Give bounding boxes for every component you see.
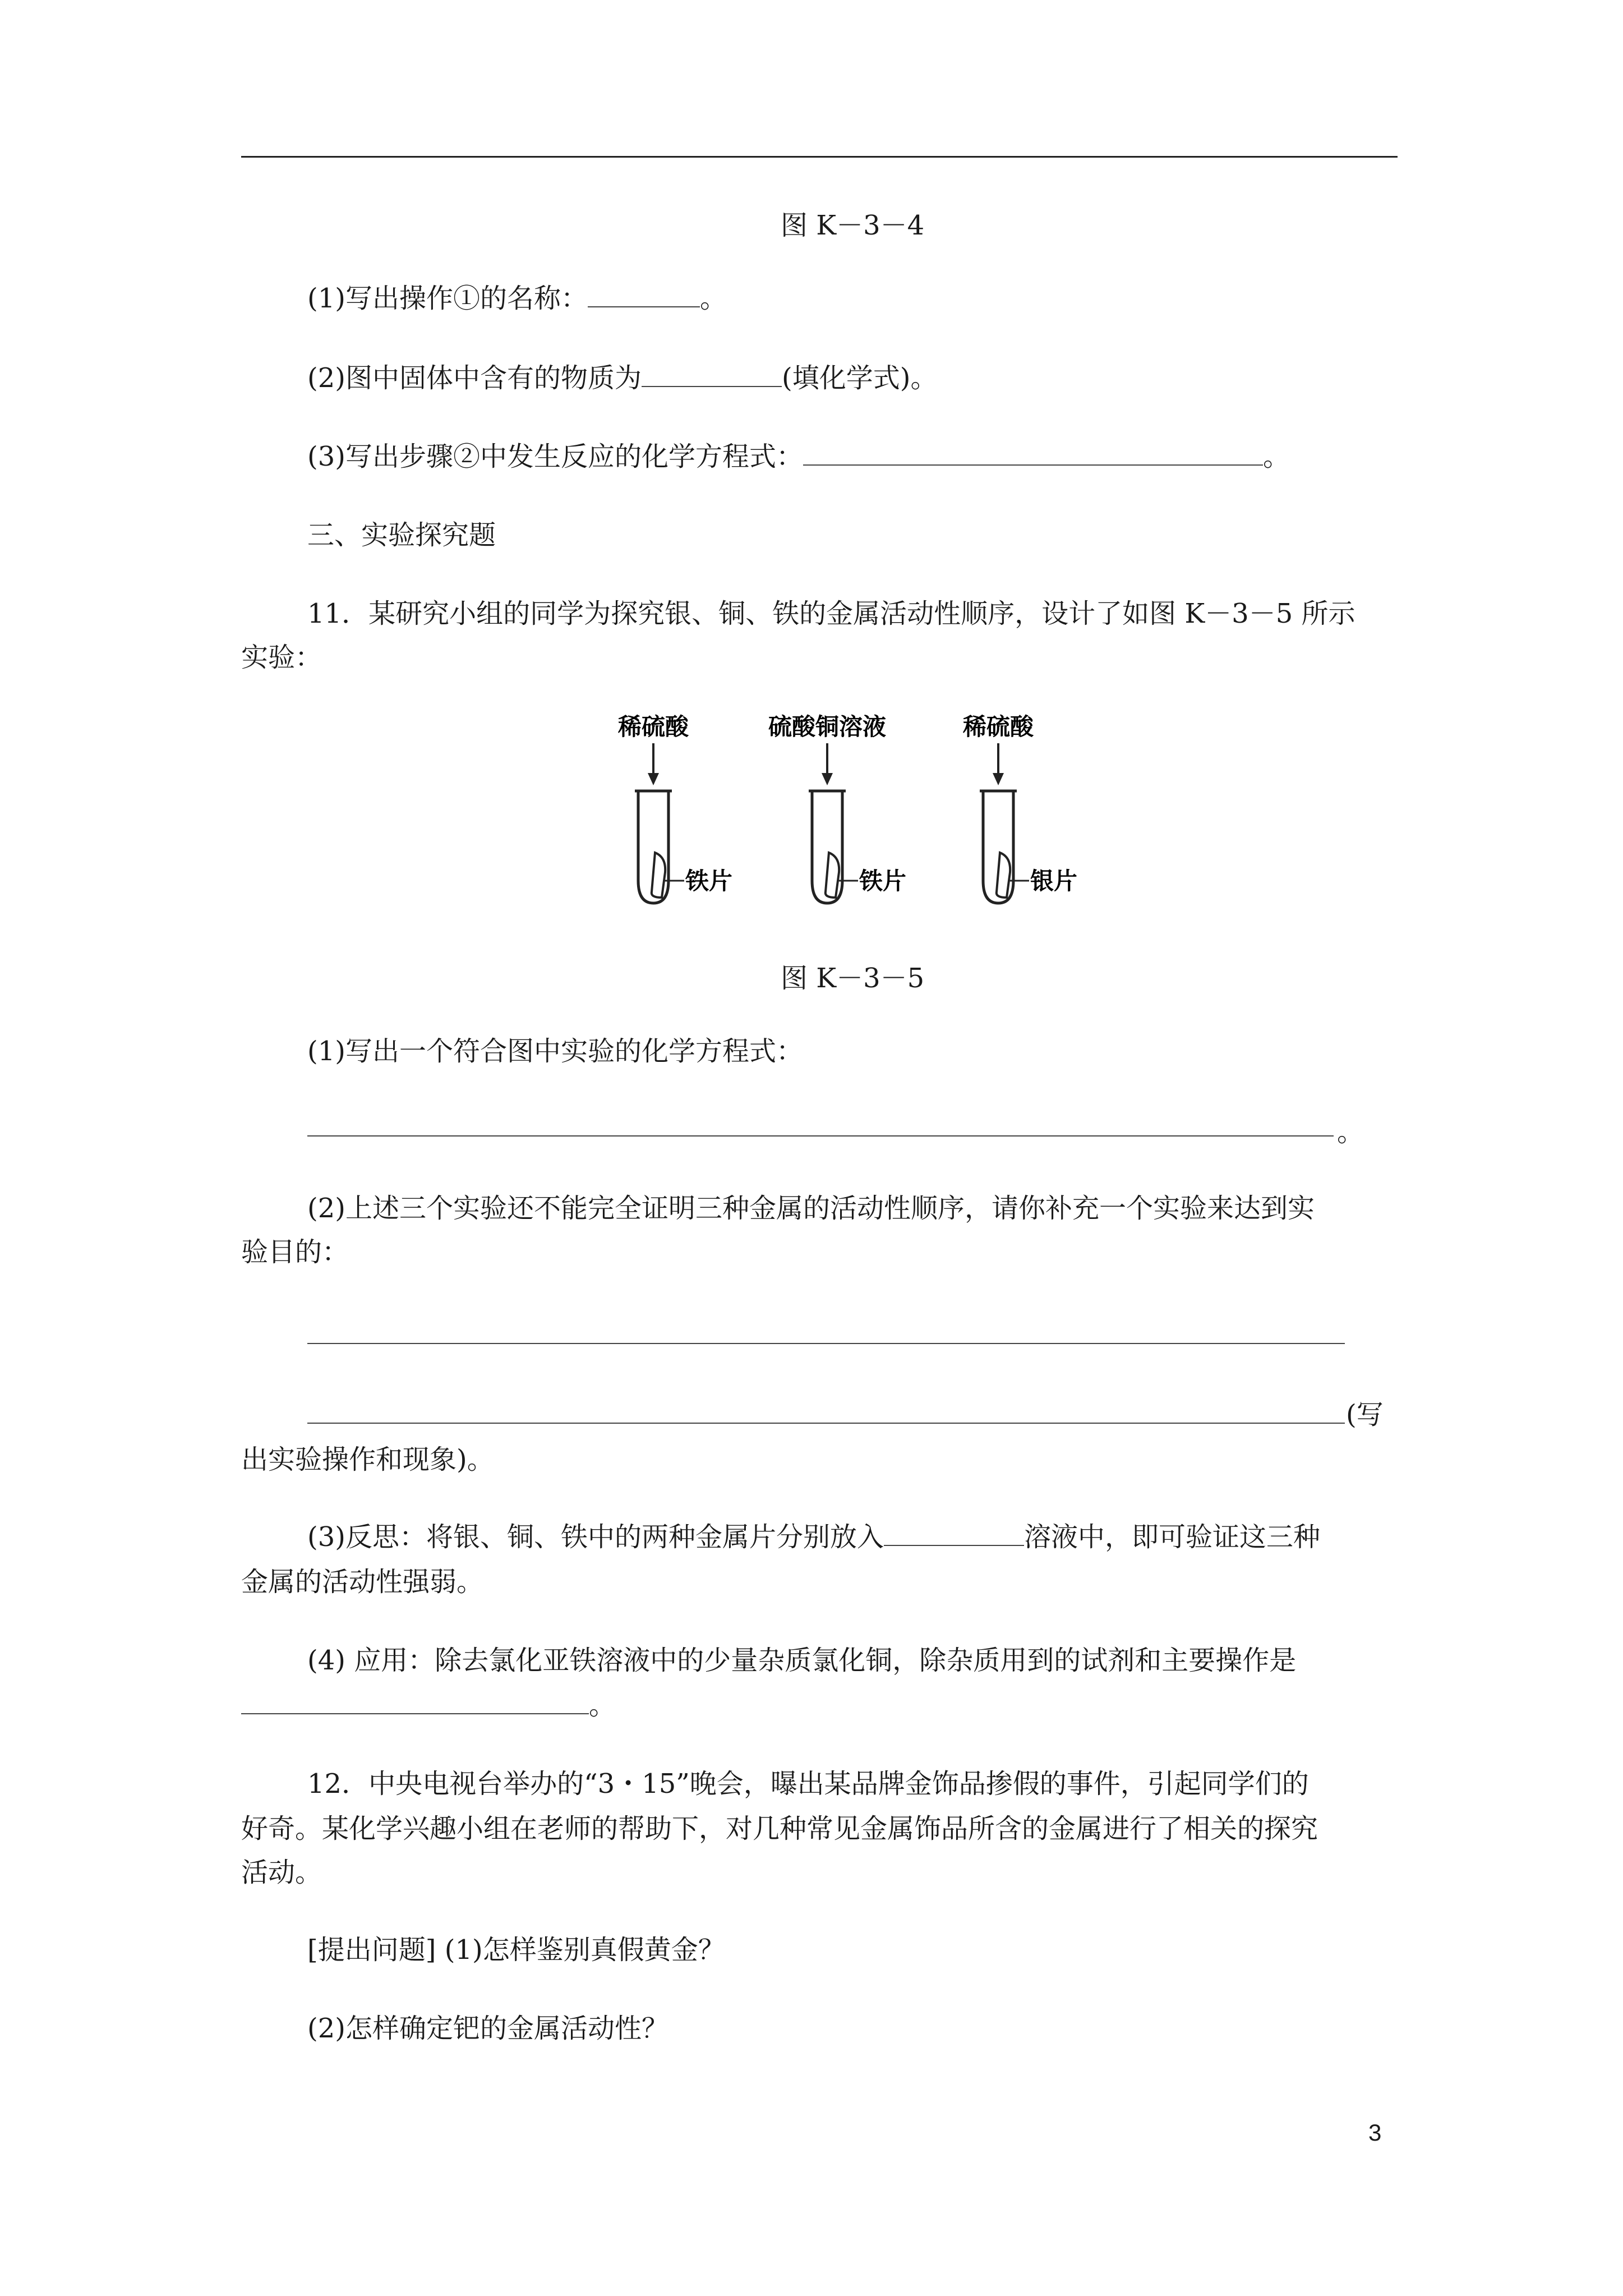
section-heading-experiment: 三、实验探究题	[307, 519, 496, 551]
figure-caption-k-3-5: 图 K－3－5	[781, 963, 925, 994]
q11-part3-text: (3)反思：将银、铜、铁中的两种金属片分别放入	[307, 1521, 884, 1553]
q12-line2: 好奇。某化学兴趣小组在老师的帮助下，对几种常见金属饰品所含的金属进行了相关的探究	[241, 1813, 1318, 1844]
answer-blank[interactable]	[884, 1520, 1024, 1546]
metal-strip	[997, 853, 1010, 898]
arrowhead-icon	[822, 773, 833, 785]
metal-strip	[826, 853, 839, 898]
q11-part2-line3: 出实验操作和现象)。	[241, 1444, 494, 1475]
q10-part2-text: (2)图中固体中含有的物质为	[307, 362, 642, 394]
q11-part4-line1: (4) 应用：除去氯化亚铁溶液中的少量杂质氯化铜，除杂质用到的试剂和主要操作是	[307, 1645, 1297, 1676]
reagent-label-2: 硫酸铜溶液	[768, 713, 887, 740]
answer-blank[interactable]	[588, 282, 700, 307]
q11-part3-line2: 金属的活动性强弱。	[241, 1566, 484, 1598]
q10-part3-text: (3)写出步骤②中发生反应的化学方程式：	[307, 441, 803, 472]
answer-blank[interactable]	[803, 440, 1263, 466]
figure-caption-k-3-4: 图 K－3－4	[781, 210, 925, 241]
q10-part1-text: (1)写出操作①的名称：	[307, 283, 588, 314]
reagent-label-1: 稀硫酸	[617, 713, 689, 740]
q12-line1: 12．中央电视台举办的“3・15”晚会，曝出某品牌金饰品掺假的事件，引起同学们的	[307, 1768, 1309, 1800]
answer-line[interactable]	[307, 1134, 1334, 1137]
q11-intro-line2: 实验：	[241, 642, 322, 673]
test-tube-2	[768, 713, 906, 903]
q11-part2-line2: 验目的：	[241, 1236, 349, 1268]
test-tube-figure	[606, 712, 1110, 920]
metal-label-2: 铁片	[859, 867, 907, 895]
q10-part3-end: 。	[1263, 441, 1290, 472]
q11-part2-line1: (2)上述三个实验还不能完全证明三种金属的活动性顺序，请你补充一个实验来达到实	[307, 1193, 1315, 1224]
arrowhead-icon	[993, 773, 1004, 785]
reagent-label-3: 稀硫酸	[962, 713, 1034, 740]
q12-line3: 活动。	[241, 1857, 322, 1888]
q10-part3	[307, 439, 1290, 475]
q11-part2-suffix: (写	[1346, 1399, 1384, 1430]
answer-line[interactable]	[307, 1342, 1345, 1344]
q12-question-a: [提出问题] (1)怎样鉴别真假黄金？	[307, 1934, 725, 1966]
header-rule	[241, 156, 1398, 158]
test-tube-1	[617, 713, 732, 903]
q10-part2	[307, 360, 937, 396]
metal-label-1: 铁片	[685, 867, 733, 895]
q10-part1	[307, 280, 727, 316]
q11-part4-end: 。	[589, 1690, 616, 1721]
q11-part4-line2	[241, 1687, 616, 1723]
answer-blank[interactable]	[642, 361, 782, 387]
q10-part1-end: 。	[700, 283, 727, 314]
q11-part1: (1)写出一个符合图中实验的化学方程式：	[307, 1036, 803, 1067]
q11-intro-line1: 11．某研究小组的同学为探究银、铜、铁的金属活动性顺序，设计了如图 K－3－5 所示	[307, 598, 1355, 629]
q11-part3	[307, 1519, 1320, 1555]
metal-label-3: 银片	[1030, 867, 1078, 895]
page-number: 3	[1368, 2119, 1382, 2146]
q11-part1-end: 。	[1337, 1116, 1364, 1148]
test-tube-3	[962, 713, 1077, 903]
arrowhead-icon	[648, 773, 659, 785]
answer-blank[interactable]	[241, 1688, 589, 1714]
metal-strip	[652, 853, 665, 898]
answer-line[interactable]	[307, 1421, 1345, 1424]
q10-part2-tail: (填化学式)。	[782, 362, 938, 394]
q11-part3-tail: 溶液中，即可验证这三种	[1024, 1521, 1321, 1553]
q12-question-b: (2)怎样确定钯的金属活动性？	[307, 2013, 668, 2044]
